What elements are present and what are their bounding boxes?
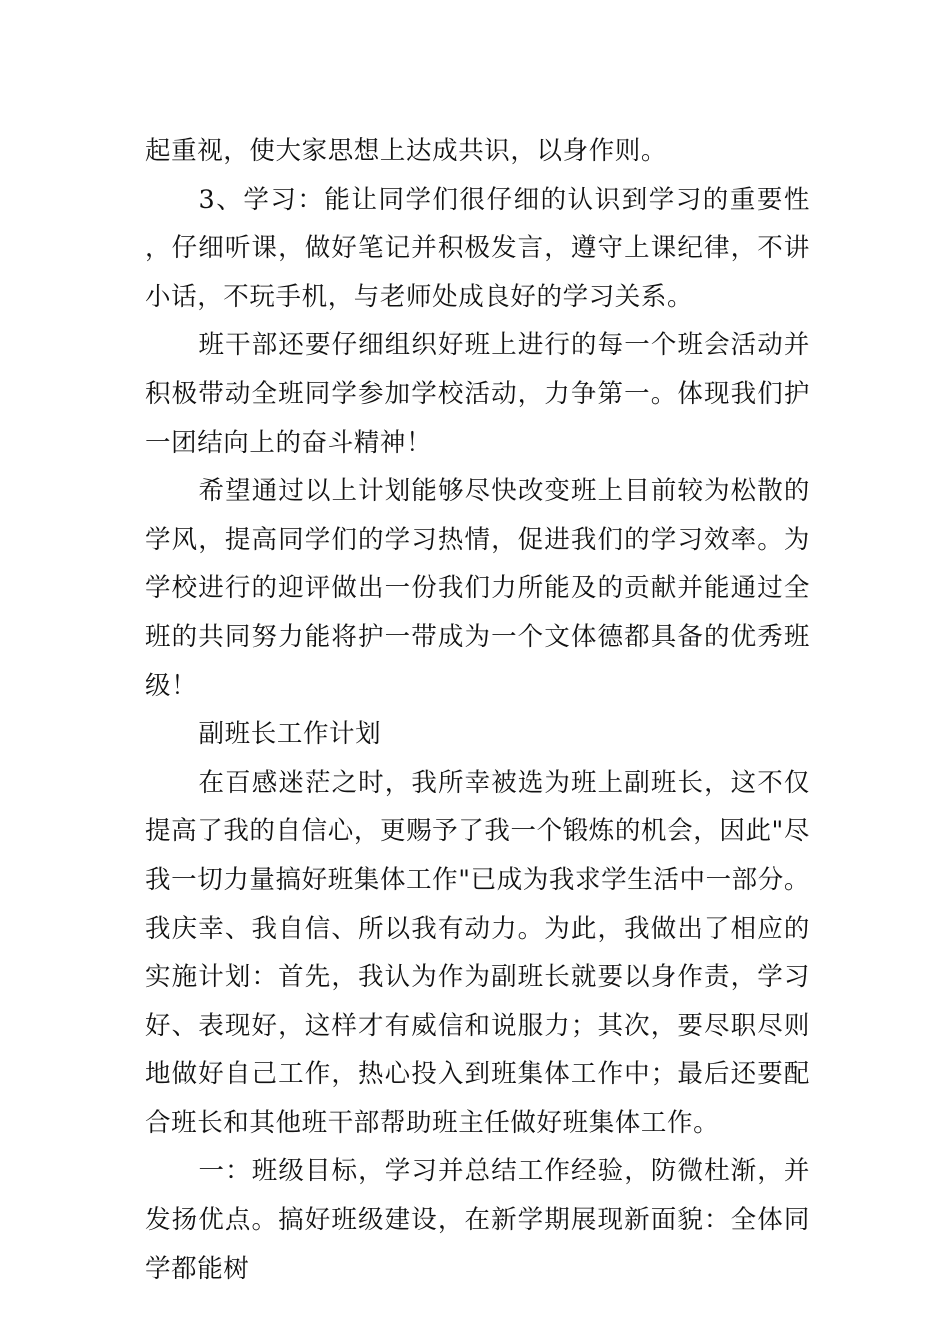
section-heading-vice-monitor-plan: 副班长工作计划: [198, 719, 382, 750]
paragraph-class-goal: 一：班级目标，学习并总结工作经验，防微杜渐，并发扬优点。搞好班级建设，在新学期展现新面貌：全体同学都能树: [145, 1156, 810, 1284]
document-body: [145, 127, 810, 1293]
paragraph-class-cadre: 班干部还要仔细组织好班上进行的每一个班会活动并积极带动全班同学参加学校活动，力争第一。体现我们护一团结向上的奋斗精神！: [145, 330, 810, 458]
paragraph-vice-monitor-intro: 在百感迷茫之时，我所幸被选为班上副班长，这不仅提高了我的自信心，更赐予了我一个锻炼的机会，因此"尽我一切力量搞好班集体工作"已成为我求学生活中一部分。我庆幸、我自信、所以我有动力。为此，我做出了相应的实施计划：首先，我认为作为副班长就要以身作责，学习好、表现好，这样才有威信和说服力；其次，要尽职尽则地做好自己工作，热心投入到班集体工作中；最后还要配合班长和其他班干部帮助班主任做好班集体工作。: [145, 767, 810, 1138]
paragraph-continuation: 起重视，使大家思想上达成共识，以身作则。: [145, 136, 668, 166]
paragraph-study: 3、学习：能让同学们很仔细的认识到学习的重要性，仔细听课，做好笔记并积极发言，遵守上课纪律，不讲小话，不玩手机，与老师处成良好的学习关系。: [145, 184, 810, 312]
paragraph-hope: 希望通过以上计划能够尽快改变班上目前较为松散的学风，提高同学们的学习热情，促进我们的学习效率。为学校进行的迎评做出一份我们力所能及的贡献并能通过全班的共同努力能将护一带成为一个文体德都具备的优秀班级！: [145, 476, 810, 701]
